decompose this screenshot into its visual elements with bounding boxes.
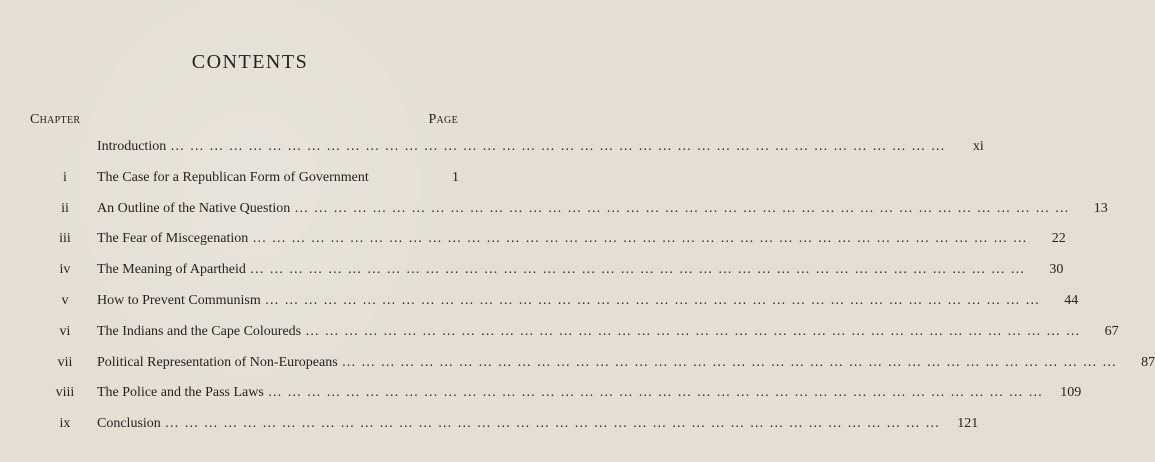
chapter-number: ii (61, 200, 69, 216)
contents-entry (0, 163, 500, 194)
chapter-title: The Police and the Pass Laws (97, 385, 264, 401)
contents-list (0, 132, 1155, 440)
dot-leader: … … … … … … … … … … … … … … … … … … … … … … … … … … … … … … … … … … … … … … … … (252, 231, 1028, 247)
chapter-title: An Outline of the Native Question (97, 200, 291, 216)
dot-leader: … … … … … … … … … … … … … … … … … … … … … … … … … … … … … … … … … … … … … … … … (267, 385, 1044, 401)
chapter-title: Political Representation of Non-Europeans (97, 354, 338, 370)
contents-entry (0, 286, 1079, 317)
chapter-number: ix (59, 416, 71, 432)
page-number: 13 (1093, 200, 1108, 216)
chapter-number: viii (55, 385, 75, 401)
chapter-number: i (63, 169, 67, 185)
page-number: 22 (1051, 231, 1066, 247)
chapter-title: Conclusion (97, 416, 161, 432)
chapter-title: How to Prevent Communism (97, 292, 261, 308)
contents-entry (0, 317, 1119, 348)
dot-leader: … … … … … … … … … … … … … … … … … … … … … … … … … … … … … … … … … … … … … … … … (170, 139, 946, 154)
dot-leader: … … … … … … … … … … … … … … … … … … … … … … … … … … … … … … … … … … … … … … … … (305, 323, 1081, 339)
contents-entry (0, 224, 1066, 255)
chapter-number: vii (57, 354, 73, 370)
page-number: xi (972, 139, 984, 154)
dot-leader: … … … … … … … … … … … … … … … … … … … … … … … … … … … … … … … … … … … … … … … … (264, 292, 1041, 308)
entry-row (97, 286, 1079, 317)
contents-heading: CONTENTS (191, 51, 309, 73)
entry-row (97, 409, 979, 440)
contents-entry (0, 409, 979, 440)
page-number: 44 (1064, 292, 1079, 308)
chapter-title: The Case for a Republican Form of Government (97, 169, 369, 185)
chapter-title: Introduction (97, 139, 167, 154)
entry-row (97, 378, 1082, 409)
entry-row (97, 348, 1155, 379)
contents-entry (0, 378, 1082, 409)
contents-entry (0, 194, 1108, 225)
chapter-title: The Meaning of Apartheid (97, 262, 246, 278)
page-number: 67 (1104, 323, 1119, 339)
page-number: 30 (1049, 262, 1064, 278)
entry-row (97, 317, 1119, 348)
dot-leader: … … … … … … … … … … … … … … … … … … … … … … … … … … … … … … … … … … … … … … … … (164, 416, 941, 432)
page-number: 121 (957, 416, 979, 432)
chapter-number: vi (59, 323, 71, 339)
chapter-column-header: Chapter (30, 112, 81, 127)
dot-leader: … … … … … … … … … … … … … … … … … … … … … … … … … … … … … … … … … … … … … … … … (341, 354, 1118, 370)
chapter-title: The Fear of Miscegenation (97, 231, 249, 247)
contents-entry (0, 348, 1155, 379)
chapter-number: iii (59, 231, 71, 247)
entry-row (97, 163, 459, 194)
page-number: 109 (1060, 385, 1082, 401)
entry-row (97, 132, 984, 163)
dot-leader: … … … … … … … … … … … … … … … … … … … … … … … … … … … … … … … … … … … … … … … … (294, 200, 1070, 216)
entry-row (97, 194, 1108, 225)
chapter-number: iv (59, 262, 71, 278)
dot-leader: … … … … … … … … … … … … … … … … … … … … … … … … … … … … … … … … … … … … … … … … (249, 262, 1026, 278)
page-number: 87 (1141, 354, 1155, 370)
entry-row (97, 255, 1064, 286)
contents-entry (0, 255, 1064, 286)
page-number: 1 (452, 169, 459, 185)
chapter-title: The Indians and the Cape Coloureds (97, 323, 302, 339)
entry-row (97, 224, 1066, 255)
chapter-number: v (61, 292, 69, 308)
page-column-header: Page (428, 112, 458, 127)
contents-entry (0, 132, 984, 163)
